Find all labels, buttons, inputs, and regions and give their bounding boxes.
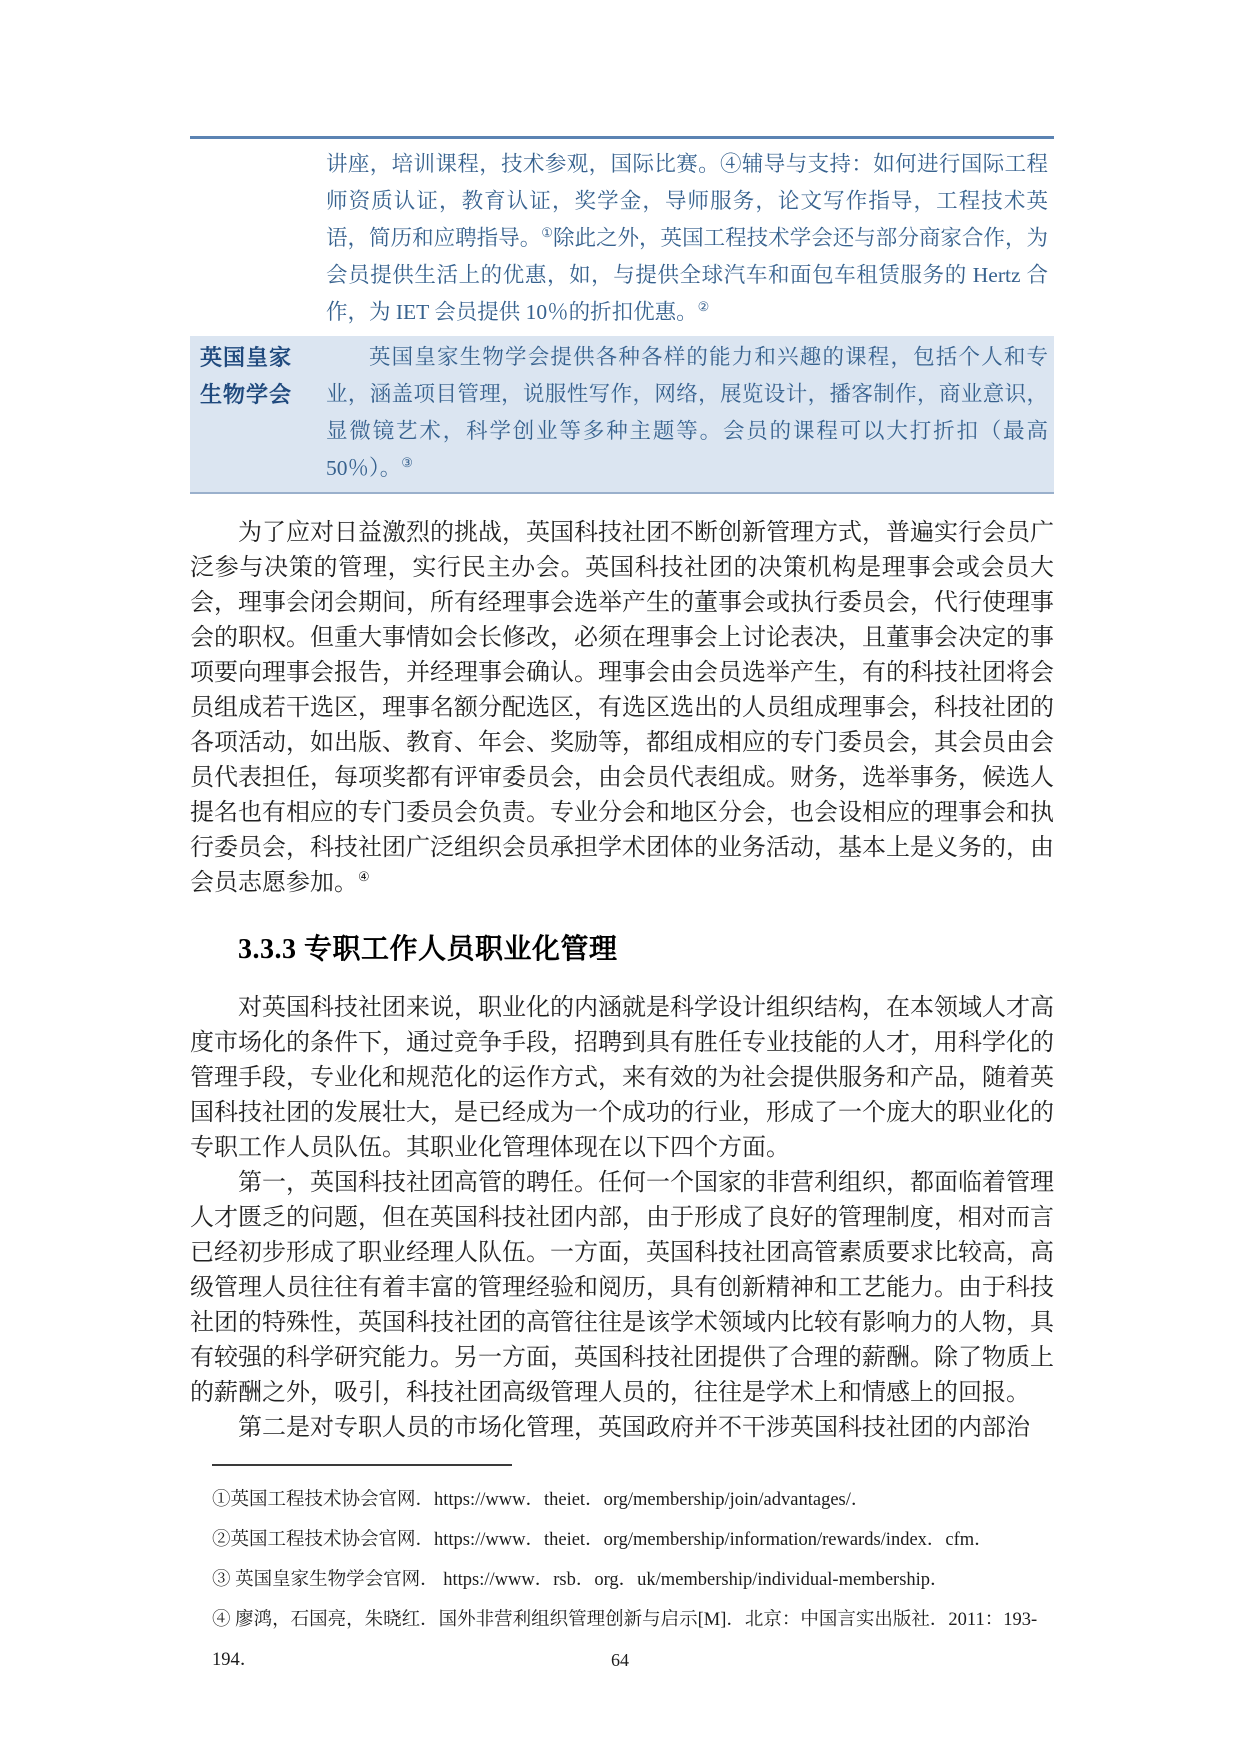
- table-content-cell: 英国皇家生物学会提供各种各样的能力和兴趣的课程，包括个人和专业，涵盖项目管理，说服性写作，网络，展览设计，播客制作，商业意识，显微镜艺术，科学创业等多种主题等。会员的课程可以大打折扣（最高 50％）。③: [326, 345, 1048, 480]
- page-number: 64: [611, 1650, 629, 1670]
- section-heading: 3.3.3 专职工作人员职业化管理: [238, 934, 618, 965]
- footnote-area: [190, 1464, 1054, 1680]
- body-paragraph: 为了应对日益激烈的挑战，英国科技社团不断创新管理方式，普遍实行会员广泛参与决策的管理，实行民主办会。英国科技社团的决策机构是理事会或会员大会，理事会闭会期间，所有经理事会选举产生的董事会或执行委员会，代行使理事会的职权。但重大事情如会长修改，必须在理事会上讨论表决，且董事会决定的事项要向理事会报告，并经理事会确认。理事会由会员选举产生，有的科技社团将会员组成若干选区，理事名额分配选区，有选区选出的人员组成理事会，科技社团的各项活动，如出版、教育、年会、奖励等，都组成相应的专门委员会，其会员由会员代表担任，每项奖都有评审委员会，由会员代表组成。财务，选举事务，候选人提名也有相应的专门委员会负责。专业分会和地区分会，也会设相应的理事会和执行委员会，科技社团广泛组织会员承担学术团体的业务活动，基本上是义务的，由会员志愿参加。④: [190, 520, 1054, 896]
- footnote-item: ④ 廖鸿，石国亮，朱晓红．国外非营利组织管理创新与启示[M]．北京：中国言实出版社．2011：193-194．: [212, 1610, 1038, 1670]
- footnote-item: ①英国工程技术协会官网．https://www．theiet．org/membership/join/advantages/．: [212, 1490, 870, 1510]
- table-header-cell: 英国皇家生物学会: [200, 345, 293, 407]
- table-content-cell: 讲座，培训课程，技术参观，国际比赛。④辅导与支持：如何进行国际工程师资质认证，教育认证，奖学金，导师服务，论文写作指导，工程技术英语，简历和应聘指导。①除此之外，英国工程技术学会还与部分商家合作，为会员提供生活上的优惠，如，与提供全球汽车和面包车租赁服务的 Hertz 合作，为 IET 会员提供 10％的折扣优惠。②: [326, 152, 1048, 324]
- table-header-cell: [190, 138, 304, 337]
- footnote-item: ③ 英国皇家生物学会官网． https://www．rsb．org．uk/membership/individual-membership．: [212, 1570, 949, 1590]
- body-paragraph: 第一，英国科技社团高管的聘任。任何一个国家的非营利组织，都面临着管理人才匮乏的问题，但在英国科技社团内部，由于形成了良好的管理制度，相对而言已经初步形成了职业经理人队伍。一方面，英国科技社团高管素质要求比较高，高级管理人员往往有着丰富的管理经验和阅历，具有创新精神和工艺能力。由于科技社团的特殊性，英国科技社团的高管往往是该学术领域内比较有影响力的人物，具有较强的科学研究能力。另一方面，英国科技社团提供了合理的薪酬。除了物质上的薪酬之外，吸引，科技社团高级管理人员的，往往是学术上和情感上的回报。: [190, 1170, 1054, 1406]
- table-row: [190, 138, 1054, 337]
- page-content: [190, 0, 1054, 1680]
- society-benefits-table: [190, 136, 1054, 494]
- body-paragraph: 第二是对专职人员的市场化管理，英国政府并不干涉英国科技社团的内部治: [238, 1415, 1030, 1441]
- body-paragraph: 对英国科技社团来说，职业化的内涵就是科学设计组织结构，在本领域人才高度市场化的条件下，通过竞争手段，招聘到具有胜任专业技能的人才，用科学化的管理手段，专业化和规范化的运作方式，来有效的为社会提供服务和产品，随着英国科技社团的发展壮大，是已经成为一个成功的行业，形成了一个庞大的职业化的专职工作人员队伍。其职业化管理体现在以下四个方面。: [190, 995, 1054, 1161]
- footnote-item: ②英国工程技术协会官网．https://www．theiet．org/membership/information/rewards/index．cfm．: [212, 1530, 993, 1550]
- footnote-separator: [212, 1464, 512, 1466]
- table-row: [190, 336, 1054, 493]
